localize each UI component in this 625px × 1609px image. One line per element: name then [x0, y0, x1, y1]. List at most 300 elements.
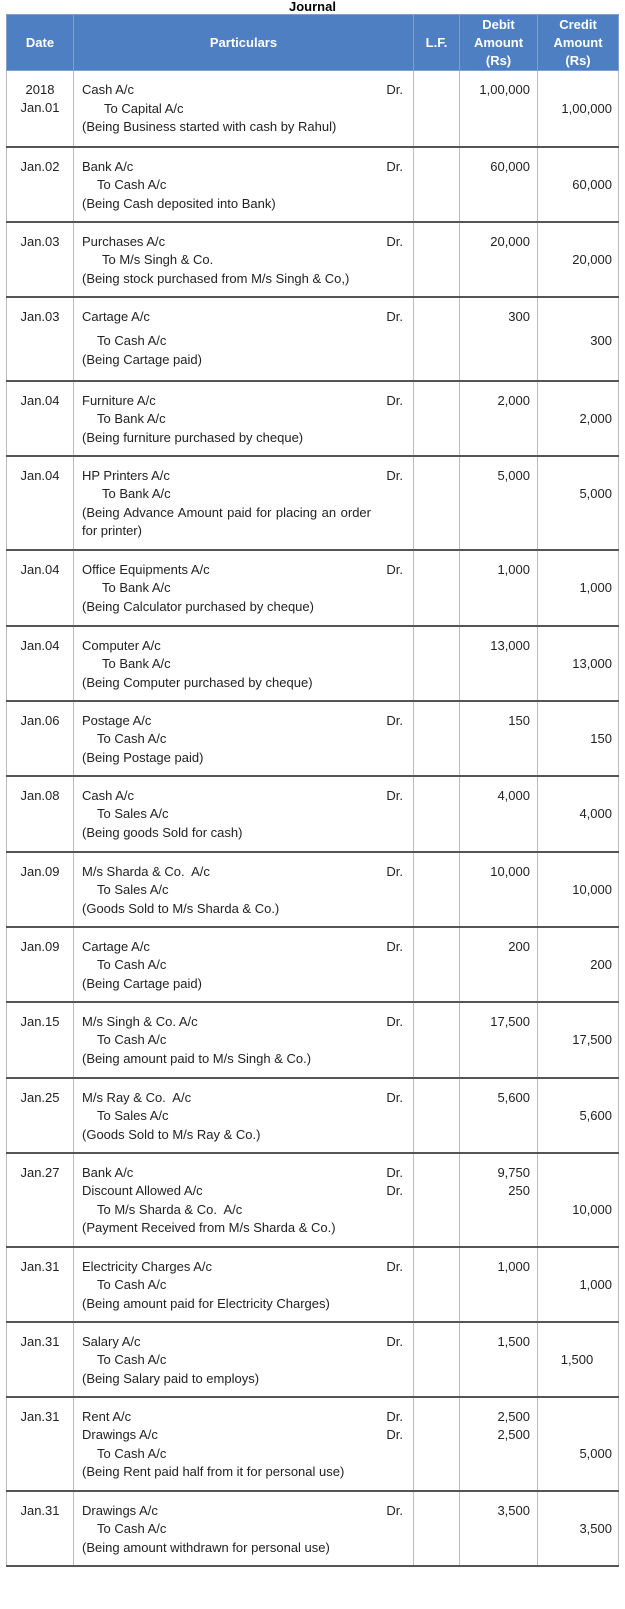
- spacer: [542, 863, 612, 882]
- entry-particulars-cell: [74, 701, 414, 776]
- journal-entry-row: [7, 1153, 619, 1247]
- credit-account-line: To Bank A/c: [102, 486, 171, 501]
- debit-amount: 200: [508, 938, 530, 954]
- entry-date: Jan.01: [20, 100, 60, 115]
- credit-account-line: To Cash A/c: [97, 1032, 167, 1047]
- header-lf: L.F.: [414, 15, 460, 71]
- credit-account-line: To Cash A/c: [97, 1352, 167, 1367]
- entry-date: Jan.25: [20, 1089, 60, 1105]
- entry-date-cell: [7, 1397, 74, 1491]
- entry-narration: (Goods Sold to M/s Sharda & Co.): [82, 900, 280, 916]
- entry-debit-cell: [460, 927, 538, 1002]
- entry-date-cell: [7, 927, 74, 1002]
- dr-marker: Dr.: [386, 712, 403, 728]
- debit-account-name: Electricity Charges A/c: [82, 1258, 213, 1274]
- credit-account-line: To Cash A/c: [97, 1277, 167, 1292]
- entry-debit-cell: [460, 701, 538, 776]
- entry-debit-cell: [460, 1397, 538, 1491]
- entry-particulars-cell: [74, 1153, 414, 1247]
- journal-entry-row: [7, 297, 619, 381]
- entry-particulars-cell: [74, 297, 414, 381]
- credit-amount: 1,000: [579, 580, 612, 595]
- entry-lf-cell: [414, 456, 460, 550]
- entry-lf-cell: [414, 776, 460, 852]
- entry-credit-cell: [538, 1397, 619, 1491]
- credit-amount: 200: [590, 957, 612, 972]
- debit-account-line: [82, 81, 409, 100]
- entry-credit-cell: [538, 852, 619, 927]
- dr-marker: Dr.: [386, 1502, 403, 1518]
- entry-particulars-cell: [74, 1491, 414, 1566]
- dr-marker: Dr.: [386, 1427, 403, 1442]
- entry-debit-cell: [460, 297, 538, 381]
- entry-lf-cell: [414, 147, 460, 222]
- journal-table: [6, 14, 619, 1567]
- journal-entry-row: [7, 456, 619, 550]
- entry-particulars-cell: [74, 147, 414, 222]
- entry-date-cell: [7, 71, 74, 147]
- spacer: [542, 467, 612, 486]
- entry-date-cell: [7, 222, 74, 297]
- entry-date: Jan.08: [20, 787, 60, 803]
- entry-debit-cell: [460, 852, 538, 927]
- entry-date: Jan.31: [20, 1408, 60, 1424]
- entry-particulars-cell: [74, 222, 414, 297]
- dr-marker: Dr.: [386, 467, 403, 483]
- debit-amount: 5,600: [497, 1089, 530, 1105]
- credit-account-line: To Capital A/c: [104, 100, 184, 116]
- entry-debit-cell: [460, 147, 538, 222]
- spacer: [542, 1182, 612, 1201]
- entry-date: Jan.09: [20, 863, 60, 879]
- entry-debit-cell: [460, 222, 538, 297]
- entry-particulars-cell: [74, 381, 414, 456]
- header-credit: [538, 15, 619, 71]
- credit-amount: 1,500: [560, 1352, 594, 1367]
- entry-lf-cell: [414, 1078, 460, 1153]
- entry-credit-cell: [538, 550, 619, 626]
- credit-account-line: To Bank A/c: [102, 580, 171, 595]
- entry-date-cell: [7, 1002, 74, 1078]
- dr-marker: Dr.: [386, 233, 403, 249]
- entry-lf-cell: [414, 1002, 460, 1078]
- dr-marker: Dr.: [386, 787, 403, 803]
- credit-amount: 5,600: [579, 1108, 612, 1123]
- entry-debit-cell: [460, 381, 538, 456]
- entry-narration: (Being stock purchased from M/s Singh & Co,): [82, 270, 350, 286]
- entry-date: Jan.31: [20, 1333, 60, 1349]
- debit-account-line: [82, 1426, 409, 1445]
- entry-particulars-cell: [74, 776, 414, 852]
- debit-account-line: [82, 787, 409, 806]
- debit-account-line: [82, 467, 409, 486]
- entry-date-cell: [7, 1322, 74, 1397]
- journal-title: Journal: [289, 0, 336, 13]
- entry-lf-cell: [414, 927, 460, 1002]
- entry-lf-cell: [414, 1153, 460, 1247]
- debit-account-line: [82, 158, 409, 177]
- entry-date: Jan.31: [20, 1502, 60, 1518]
- debit-amount: 2,500: [497, 1408, 530, 1424]
- entry-date-cell: [7, 297, 74, 381]
- journal-entry-row: [7, 1247, 619, 1322]
- debit-account-name: Cartage A/c: [82, 938, 150, 954]
- dr-marker: Dr.: [386, 308, 403, 324]
- dr-marker: Dr.: [386, 1089, 403, 1105]
- dr-marker: Dr.: [386, 863, 403, 879]
- credit-account-line: To Cash A/c: [97, 731, 167, 746]
- journal-entry-row: [7, 222, 619, 297]
- entry-date-cell: [7, 1491, 74, 1566]
- debit-amount: 5,000: [497, 467, 530, 483]
- debit-account-line: [82, 1258, 409, 1277]
- spacer: [542, 308, 612, 327]
- spacer: [542, 392, 612, 411]
- entry-date-cell: [7, 701, 74, 776]
- debit-account-line: [82, 637, 409, 656]
- debit-amount: 60,000: [490, 158, 530, 174]
- entry-narration: (Being amount paid to M/s Singh & Co.): [82, 1050, 312, 1066]
- debit-amount: 17,500: [490, 1013, 530, 1029]
- debit-account-line: [82, 233, 409, 252]
- entry-date-cell: [7, 550, 74, 626]
- entry-narration: (Being Business started with cash by Rahul): [82, 119, 337, 134]
- entry-date-cell: [7, 776, 74, 852]
- credit-amount: 13,000: [572, 656, 612, 671]
- entry-narration: (Being Calculator purchased by cheque): [82, 598, 314, 614]
- debit-account-name: Bank A/c: [82, 158, 134, 174]
- credit-account-line: To Cash A/c: [97, 1445, 167, 1461]
- debit-account-name: Computer A/c: [82, 637, 161, 653]
- entry-narration: (Being amount paid for Electricity Charges): [82, 1295, 330, 1311]
- credit-amount: 1,000: [579, 1277, 612, 1292]
- spacer: [542, 1426, 612, 1445]
- debit-account-name: Rent A/c: [82, 1408, 132, 1424]
- debit-amount: 1,500: [497, 1333, 530, 1349]
- entry-lf-cell: [414, 1247, 460, 1322]
- header-debit: [460, 15, 538, 71]
- entry-date: Jan.04: [20, 561, 60, 577]
- debit-account-line: [82, 1089, 409, 1108]
- entry-date-cell: [7, 1247, 74, 1322]
- entry-debit-cell: [460, 1153, 538, 1247]
- entry-particulars-cell: [74, 71, 414, 147]
- journal-entry-row: [7, 1322, 619, 1397]
- credit-amount: 4,000: [579, 806, 612, 821]
- journal-entry-row: [7, 1078, 619, 1153]
- credit-amount: 5,000: [579, 486, 612, 501]
- credit-account-line: To Cash A/c: [97, 333, 167, 348]
- entry-narration: (Being Postage paid): [82, 749, 204, 765]
- spacer: [542, 233, 612, 252]
- debit-account-line: [82, 1333, 409, 1352]
- entry-narration: (Goods Sold to M/s Ray & Co.): [82, 1126, 261, 1142]
- credit-amount: 3,500: [579, 1521, 612, 1536]
- credit-account-line: To Sales A/c: [97, 1108, 169, 1123]
- debit-account-line: [82, 561, 409, 580]
- entry-date: Jan.15: [20, 1013, 60, 1029]
- debit-account-line: [82, 1182, 409, 1201]
- entry-credit-cell: [538, 147, 619, 222]
- entry-lf-cell: [414, 626, 460, 701]
- dr-marker: Dr.: [386, 1164, 403, 1180]
- spacer: [542, 1258, 612, 1277]
- credit-amount: 1,00,000: [561, 100, 612, 116]
- journal-entry-row: [7, 1397, 619, 1491]
- debit-amount: 3,500: [497, 1502, 530, 1518]
- debit-account-name: Discount Allowed A/c: [82, 1183, 203, 1198]
- debit-amount: 13,000: [490, 637, 530, 653]
- entry-debit-cell: [460, 626, 538, 701]
- entry-credit-cell: [538, 1491, 619, 1566]
- debit-account-name: M/s Sharda & Co. A/c: [82, 863, 210, 879]
- credit-account-line: To M/s Singh & Co.: [102, 252, 214, 267]
- debit-account-line: [82, 863, 409, 882]
- debit-account-name: Cash A/c: [82, 82, 135, 97]
- dr-marker: Dr.: [386, 392, 403, 408]
- dr-marker: Dr.: [386, 1408, 403, 1424]
- entry-narration: (Being Cartage paid): [82, 975, 202, 991]
- debit-account-name: Drawings A/c: [82, 1427, 158, 1442]
- spacer: [542, 1408, 612, 1427]
- entry-date-cell: [7, 1078, 74, 1153]
- entry-credit-cell: [538, 626, 619, 701]
- entry-lf-cell: [414, 1491, 460, 1566]
- entry-debit-cell: [460, 1491, 538, 1566]
- entry-lf-cell: [414, 222, 460, 297]
- header-credit-line: (Rs): [565, 52, 591, 68]
- spacer: [542, 938, 612, 957]
- entry-narration: (Being goods Sold for cash): [82, 824, 243, 840]
- entry-date-cell: [7, 381, 74, 456]
- entry-date: Jan.03: [20, 233, 60, 249]
- debit-account-name: Drawings A/c: [82, 1502, 158, 1518]
- credit-account-line: To Cash A/c: [97, 177, 167, 192]
- journal-entry-row: [7, 776, 619, 852]
- debit-amount: 1,00,000: [479, 82, 530, 97]
- debit-amount: 1,000: [497, 1258, 530, 1274]
- credit-account-line: To Bank A/c: [97, 411, 166, 426]
- debit-amount: 300: [508, 308, 530, 324]
- entry-debit-cell: [460, 776, 538, 852]
- entry-credit-cell: [538, 222, 619, 297]
- entry-date: Jan.04: [20, 392, 60, 408]
- debit-amount: 2,000: [497, 392, 530, 408]
- entry-lf-cell: [414, 1397, 460, 1491]
- entry-particulars-cell: [74, 852, 414, 927]
- entry-lf-cell: [414, 1322, 460, 1397]
- entry-year: 2018: [25, 82, 55, 97]
- entry-credit-cell: [538, 776, 619, 852]
- header-credit-line: Credit: [559, 16, 597, 32]
- debit-account-name: Cartage A/c: [82, 308, 150, 324]
- dr-marker: Dr.: [386, 1258, 403, 1274]
- entry-narration: (Being amount withdrawn for personal use): [82, 1539, 330, 1555]
- header-particulars: Particulars: [74, 15, 414, 71]
- spacer: [542, 561, 612, 580]
- debit-account-name: Salary A/c: [82, 1333, 141, 1349]
- entry-credit-cell: [538, 456, 619, 550]
- journal-entry-row: [7, 626, 619, 701]
- credit-amount: 20,000: [572, 252, 612, 267]
- debit-account-line: [82, 1502, 409, 1521]
- entry-narration: (Being Salary paid to employs): [82, 1370, 260, 1386]
- debit-account-line: [82, 1164, 409, 1183]
- debit-account-name: Cash A/c: [82, 787, 135, 803]
- entry-debit-cell: [460, 1322, 538, 1397]
- dr-marker: Dr.: [386, 938, 403, 954]
- entry-date: Jan.31: [20, 1258, 60, 1274]
- dr-marker: Dr.: [386, 1183, 403, 1198]
- credit-account-line: To Cash A/c: [97, 1521, 167, 1536]
- dr-marker: Dr.: [386, 158, 403, 174]
- spacer: [542, 1502, 612, 1521]
- header-debit-line: Debit: [482, 16, 515, 32]
- entry-date-cell: [7, 147, 74, 222]
- credit-amount: 10,000: [572, 1201, 612, 1217]
- spacer: [542, 712, 612, 731]
- header-debit-line: Amount: [473, 34, 524, 50]
- entry-debit-cell: [460, 71, 538, 147]
- spacer: [542, 81, 612, 100]
- journal-body: [7, 71, 619, 1566]
- entry-narration: (Being Cash deposited into Bank): [82, 195, 276, 211]
- entry-credit-cell: [538, 71, 619, 147]
- debit-account-name: M/s Ray & Co. A/c: [82, 1089, 192, 1105]
- debit-amount: 2,500: [497, 1427, 530, 1442]
- credit-amount: 5,000: [579, 1445, 612, 1461]
- credit-amount: 2,000: [579, 411, 612, 426]
- debit-amount: 4,000: [497, 787, 530, 803]
- debit-amount: 9,750: [497, 1164, 530, 1180]
- credit-amount: 17,500: [572, 1032, 612, 1047]
- dr-marker: Dr.: [386, 1333, 403, 1349]
- debit-account-line: [82, 712, 409, 731]
- entry-date: Jan.27: [20, 1164, 60, 1180]
- entry-credit-cell: [538, 927, 619, 1002]
- debit-account-name: M/s Singh & Co. A/c: [82, 1013, 198, 1029]
- credit-amount: 10,000: [572, 882, 612, 897]
- entry-narration: (Being Rent paid half from it for personal use): [82, 1464, 345, 1479]
- credit-account-line: To Sales A/c: [97, 806, 169, 821]
- credit-account-line: To M/s Sharda & Co. A/c: [97, 1201, 243, 1217]
- spacer: [542, 1333, 612, 1352]
- entry-narration: (Payment Received from M/s Sharda & Co.): [82, 1220, 336, 1235]
- dr-marker: Dr.: [386, 1013, 403, 1029]
- entry-date-cell: [7, 852, 74, 927]
- credit-account-line: To Sales A/c: [97, 882, 169, 897]
- entry-lf-cell: [414, 71, 460, 147]
- entry-narration: (Being Advance Amount paid for placing an order for printer): [82, 504, 371, 538]
- spacer: [542, 787, 612, 806]
- debit-account-name: HP Printers A/c: [82, 467, 170, 483]
- entry-credit-cell: [538, 297, 619, 381]
- credit-account-line: To Bank A/c: [102, 656, 171, 671]
- debit-amount: 250: [508, 1183, 530, 1198]
- entry-debit-cell: [460, 1002, 538, 1078]
- journal-entry-row: [7, 1002, 619, 1078]
- journal-entry-row: [7, 381, 619, 456]
- entry-credit-cell: [538, 381, 619, 456]
- entry-narration: (Being Cartage paid): [82, 351, 202, 367]
- entry-lf-cell: [414, 550, 460, 626]
- entry-credit-cell: [538, 1247, 619, 1322]
- entry-narration: (Being Computer purchased by cheque): [82, 674, 313, 690]
- journal-entry-row: [7, 927, 619, 1002]
- entry-date: Jan.06: [20, 712, 60, 728]
- dr-marker: Dr.: [386, 561, 403, 577]
- header-debit-line: (Rs): [485, 52, 512, 68]
- journal-entry-row: [7, 852, 619, 927]
- credit-amount: 150: [590, 731, 612, 746]
- entry-date-cell: [7, 1153, 74, 1247]
- entry-debit-cell: [460, 1078, 538, 1153]
- header-row: [7, 15, 619, 71]
- entry-lf-cell: [414, 852, 460, 927]
- entry-date: Jan.09: [20, 938, 60, 954]
- entry-lf-cell: [414, 381, 460, 456]
- entry-particulars-cell: [74, 550, 414, 626]
- entry-particulars-cell: [74, 927, 414, 1002]
- entry-date-cell: [7, 626, 74, 701]
- journal-entry-row: [7, 147, 619, 222]
- debit-account-line: [82, 1013, 409, 1032]
- entry-lf-cell: [414, 297, 460, 381]
- spacer: [542, 637, 612, 656]
- dr-marker: [403, 637, 409, 656]
- entry-date: Jan.04: [20, 637, 60, 653]
- debit-account-name: Bank A/c: [82, 1164, 134, 1180]
- entry-particulars-cell: [74, 1397, 414, 1491]
- entry-narration: (Being furniture purchased by cheque): [82, 429, 304, 445]
- header-credit-line: Amount: [553, 34, 603, 50]
- credit-amount: 300: [590, 333, 612, 348]
- debit-amount: 1,000: [497, 561, 530, 577]
- entry-particulars-cell: [74, 1247, 414, 1322]
- header-date: Date: [7, 15, 74, 71]
- spacer: [542, 158, 612, 177]
- entry-date: Jan.03: [20, 308, 60, 324]
- entry-credit-cell: [538, 1078, 619, 1153]
- journal-entry-row: [7, 550, 619, 626]
- spacer: [542, 1089, 612, 1108]
- entry-credit-cell: [538, 701, 619, 776]
- debit-amount: 20,000: [490, 233, 530, 249]
- credit-account-line: To Cash A/c: [97, 957, 167, 972]
- debit-account-name: Purchases A/c: [82, 233, 166, 249]
- entry-credit-cell: [538, 1153, 619, 1247]
- entry-particulars-cell: [74, 1078, 414, 1153]
- entry-debit-cell: [460, 1247, 538, 1322]
- journal-entry-row: [7, 1491, 619, 1566]
- debit-account-name: Furniture A/c: [82, 392, 156, 408]
- entry-date-cell: [7, 456, 74, 550]
- entry-particulars-cell: [74, 626, 414, 701]
- debit-account-name: Postage A/c: [82, 712, 152, 728]
- entry-debit-cell: [460, 456, 538, 550]
- journal-entry-row: [7, 71, 619, 147]
- entry-date: Jan.02: [20, 158, 60, 174]
- entry-lf-cell: [414, 701, 460, 776]
- debit-account-line: [82, 938, 409, 957]
- entry-credit-cell: [538, 1322, 619, 1397]
- journal-entry-row: [7, 701, 619, 776]
- spacer: [542, 1013, 612, 1032]
- entry-particulars-cell: [74, 1002, 414, 1078]
- credit-amount: 60,000: [572, 177, 612, 192]
- debit-account-name: Office Equipments A/c: [82, 561, 210, 577]
- entry-particulars-cell: [74, 456, 414, 550]
